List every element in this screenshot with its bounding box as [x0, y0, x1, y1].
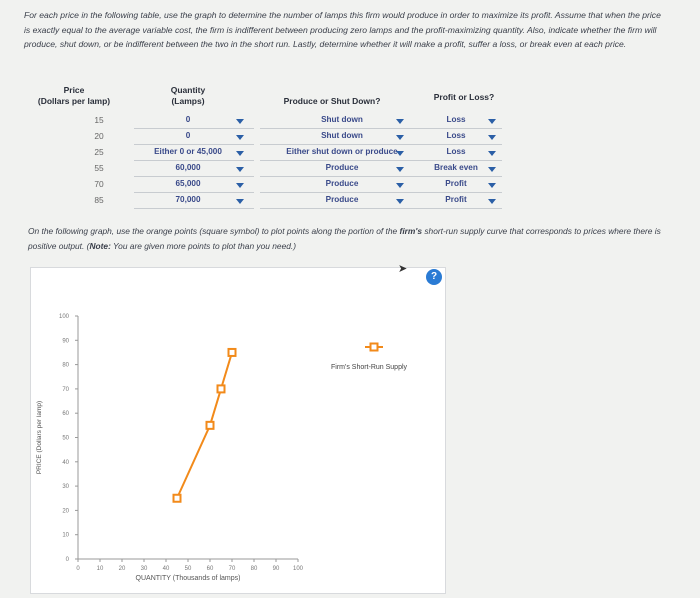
- price-cell: 70: [94, 179, 104, 189]
- chevron-down-icon[interactable]: [488, 119, 496, 124]
- decision-select[interactable]: Shut down: [321, 131, 363, 140]
- supply-point[interactable]: [207, 422, 214, 429]
- graph-panel[interactable]: [30, 267, 446, 594]
- supply-curve-line: [177, 352, 232, 498]
- quantity-header-unit: (Lamps): [171, 96, 205, 106]
- supply-point[interactable]: [229, 349, 236, 356]
- price-cell: 85: [94, 195, 104, 205]
- chevron-down-icon[interactable]: [236, 151, 244, 156]
- price-cell: 15: [94, 115, 104, 125]
- x-tick-label: 50: [184, 566, 192, 572]
- decision-select[interactable]: Produce: [325, 195, 359, 204]
- chevron-down-icon[interactable]: [396, 135, 404, 140]
- profit-header: Profit or Loss?: [433, 92, 495, 102]
- caption-part-1: On the following graph, use the orange points (square symbol) to plot points along the portion of the: [28, 226, 400, 236]
- chevron-down-icon[interactable]: [396, 199, 404, 204]
- table-row: [24, 145, 504, 161]
- x-tick-label: 0: [76, 566, 80, 572]
- chevron-down-icon[interactable]: [488, 183, 496, 188]
- y-tick-label: 20: [62, 508, 69, 515]
- x-axis-label: QUANTITY (Thousands of lamps): [135, 575, 241, 582]
- caption-note-label: Note:: [89, 241, 111, 251]
- caption-bold-firm: firm's: [399, 226, 423, 236]
- y-tick-label: 0: [65, 557, 69, 563]
- y-axis-label: PRICE (Dollars per lamp): [36, 400, 43, 475]
- quantity-select[interactable]: Either 0 or 45,000: [154, 147, 222, 156]
- chevron-down-icon[interactable]: [236, 183, 244, 188]
- help-button[interactable]: ?: [426, 269, 442, 285]
- x-tick-label: 70: [228, 566, 236, 572]
- table-row: [24, 177, 504, 193]
- table-row: [24, 161, 504, 177]
- quantity-select[interactable]: 70,000: [175, 195, 201, 204]
- y-tick-label: 30: [62, 484, 69, 491]
- legend-label: Firm's Short-Run Supply: [331, 364, 408, 371]
- x-tick-label: 30: [140, 566, 148, 572]
- y-tick-label: 90: [62, 338, 69, 345]
- quantity-header-title: Quantity: [170, 85, 206, 95]
- price-header-unit: (Dollars per lamp): [37, 96, 111, 106]
- supply-point[interactable]: [174, 495, 181, 502]
- price-header-title: Price: [63, 85, 85, 95]
- chevron-down-icon[interactable]: [236, 119, 244, 124]
- chevron-down-icon[interactable]: [396, 119, 404, 124]
- x-tick-label: 80: [250, 566, 258, 572]
- chevron-down-icon[interactable]: [488, 151, 496, 156]
- result-select[interactable]: Profit: [445, 195, 467, 204]
- quantity-header: [148, 85, 228, 107]
- y-tick-label: 70: [62, 386, 69, 393]
- y-tick-label: 10: [62, 532, 69, 539]
- supply-chart[interactable]: [31, 268, 445, 593]
- instructions-text: For each price in the following table, use the graph to determine the number of lamps this firm would produce in order to maximize its profit. Assume that when the price is exactly equal to the average variable cost, the firm is indifferent between producing zero lamps and the profit-maximizing quantity. Also, indicate whether the firm will produce, shut down, or be indifferent between the two in the short run. Lastly, determine whether it will make a profit, suffer a loss, or break even at each price.: [24, 10, 661, 49]
- decision-underline: [260, 208, 436, 209]
- chevron-down-icon[interactable]: [488, 135, 496, 140]
- produce-header: Produce or Shut Down?: [283, 96, 381, 106]
- result-select[interactable]: Loss: [446, 131, 466, 140]
- result-underline: [428, 208, 502, 209]
- quantity-select[interactable]: 0: [185, 115, 191, 124]
- caption-part-3: You are given more points to plot than you need.): [110, 241, 297, 251]
- decision-select[interactable]: Either shut down or produce: [286, 147, 398, 156]
- result-select[interactable]: Loss: [446, 115, 466, 124]
- x-tick-label: 40: [162, 566, 170, 572]
- y-tick-label: 100: [58, 314, 69, 320]
- price-cell: 20: [94, 131, 104, 141]
- y-tick-label: 40: [62, 459, 69, 466]
- chevron-down-icon[interactable]: [236, 199, 244, 204]
- chevron-down-icon[interactable]: [488, 167, 496, 172]
- chevron-down-icon[interactable]: [396, 183, 404, 188]
- y-tick-label: 80: [62, 362, 69, 369]
- x-tick-label: 60: [206, 566, 214, 572]
- x-tick-label: 10: [96, 566, 104, 572]
- y-tick-label: 60: [62, 411, 69, 418]
- price-cell: 25: [94, 147, 104, 157]
- x-tick-label: 90: [272, 566, 280, 572]
- decision-select[interactable]: Produce: [325, 179, 359, 188]
- decision-select[interactable]: Shut down: [321, 115, 363, 124]
- table-row: [24, 193, 504, 209]
- x-tick-label: 20: [118, 566, 126, 572]
- legend-marker[interactable]: [371, 344, 378, 351]
- quantity-select[interactable]: 0: [185, 131, 191, 140]
- result-select[interactable]: Break even: [434, 163, 478, 172]
- caption-part-2: short-run supply curve that corresponds to prices where there is positive output. (: [28, 226, 661, 251]
- result-select[interactable]: Loss: [446, 147, 466, 156]
- x-tick-label: 100: [292, 566, 304, 572]
- decision-select[interactable]: Produce: [325, 163, 359, 172]
- graph-caption: [28, 224, 668, 254]
- quantity-select[interactable]: 60,000: [175, 163, 201, 172]
- price-header: [24, 85, 124, 107]
- chevron-down-icon[interactable]: [236, 167, 244, 172]
- table-row: [24, 113, 504, 129]
- y-tick-label: 50: [62, 435, 69, 442]
- table-row: [24, 129, 504, 145]
- chevron-down-icon[interactable]: [396, 167, 404, 172]
- supply-point[interactable]: [218, 385, 225, 392]
- chevron-down-icon[interactable]: [488, 199, 496, 204]
- chevron-down-icon[interactable]: [396, 151, 404, 156]
- quantity-select[interactable]: 65,000: [175, 179, 201, 188]
- chevron-down-icon[interactable]: [236, 135, 244, 140]
- cursor-arrow-icon: ➤: [398, 263, 408, 275]
- price-cell: 55: [94, 163, 104, 173]
- quantity-underline: [134, 208, 254, 209]
- result-select[interactable]: Profit: [445, 179, 467, 188]
